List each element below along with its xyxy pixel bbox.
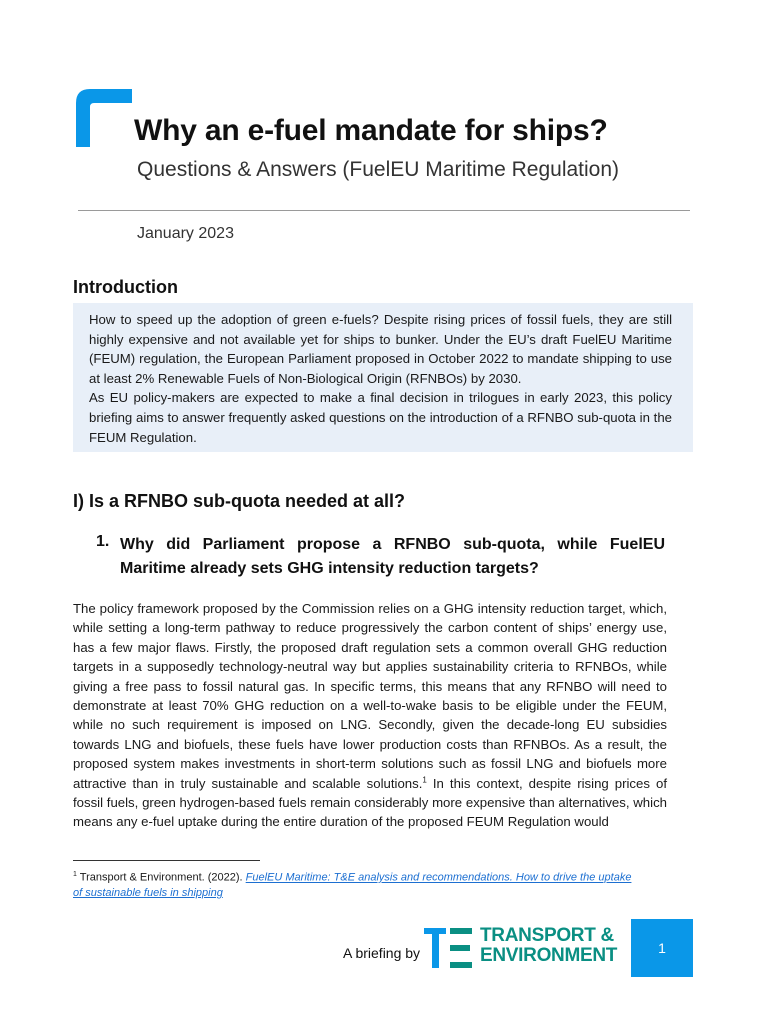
logo-line-2: ENVIRONMENT: [480, 945, 618, 966]
footnote-source: Transport & Environment. (2022).: [76, 871, 246, 884]
section-heading: I) Is a RFNBO sub-quota needed at all?: [73, 491, 406, 511]
footnote-divider: [73, 860, 260, 861]
introduction-heading: Introduction: [73, 277, 178, 297]
footnote: [73, 867, 643, 902]
footnote-reference[interactable]: 1: [422, 775, 427, 785]
footnote-number: 1: [73, 871, 77, 878]
page-title: Why an e-fuel mandate for ships?: [134, 114, 608, 147]
te-logo-text: [480, 926, 617, 966]
te-logo-icon: [424, 928, 472, 968]
header-divider: [78, 210, 690, 211]
intro-paragraph-1: How to speed up the adoption of green e-fuels? Despite rising prices of fossil fuels, they are still highly expensive and not available yet for ships to bunker. Under the EU’s draft FuelEU Maritime (FEUM) regulation, the European Parliament proposed in October 2022 to mandate shipping to use at least 2% Renewable Fuels of Non-Biological Origin (RFNBOs) by 2030.: [89, 312, 672, 386]
publication-date: January 2023: [137, 225, 234, 242]
corner-bracket-mark: [76, 89, 132, 147]
question-number: 1.: [96, 533, 110, 550]
body-text-part-2: In this context, despite rising prices of fossil fuels, green hydrogen-based fuels remain considerably more expensive than alternatives, which means any e-fuel uptake during the entire duration of the proposed FEUM Regulation would: [73, 775, 667, 830]
body-text-part-1: The policy framework proposed by the Commission relies on a GHG intensity reduction target, which, while setting a long-term pathway to reduce progressively the carbon content of ships’ energy use, has a few major flaws. Firstly, the proposed draft regulation sets a common overall GHG reduction targets in a supposedly technology-neutral way but applies sustainability criteria to RFNBOs, while giving a free pass to fossil natural gas. In specific terms, this means that any RFNBO will need to demonstrate at least 70% GHG reduction on a well-to-wake basis to be eligible under the FEUM, while no such requirement is imposed on LNG. Secondly, given the decade-long EU subsidies towards LNG and biofuels, these fuels have lower production costs than RFNBOs. As a result, the proposed system makes investments in short-term solutions such as fossil LNG and biofuels more attractive than in truly sustainable and scalable solutions.: [73, 601, 667, 791]
page-number: 1: [658, 940, 666, 956]
introduction-box: [73, 303, 693, 452]
question-heading: Why did Parliament propose a RFNBO sub-quota, while FuelEU Maritime already sets GHG intensity reduction targets?: [120, 536, 665, 577]
footnote-link[interactable]: FuelEU Maritime: T&E analysis and recommendations. How to drive the uptake of sustainable fuels in shipping: [73, 871, 632, 900]
briefing-by-label: A briefing by: [343, 945, 421, 961]
body-paragraph: [73, 599, 667, 832]
intro-paragraph-2: As EU policy-makers are expected to make a final decision in trilogues in early 2023, this policy briefing aims to answer frequently asked questions on the introduction of a RFNBO sub-quota in the FEUM Regulation.: [89, 390, 672, 445]
logo-line-1: TRANSPORT &: [480, 925, 614, 946]
page-number-box: [631, 919, 693, 977]
page-subtitle: Questions & Answers (FuelEU Maritime Regulation): [137, 158, 620, 181]
